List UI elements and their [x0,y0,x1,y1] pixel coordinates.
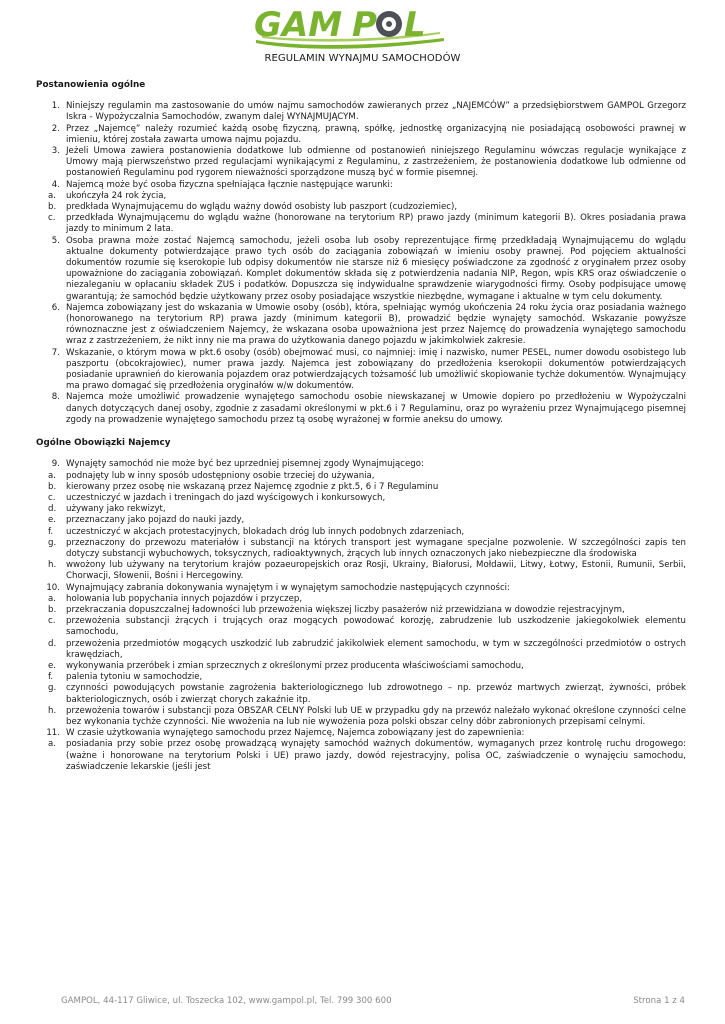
item-text: Jeżeli Umowa zawiera postanowienia dodatkowe lub odmienne od postanowień niniejszego Regulaminu wówczas regulacje wynikające z Umowy mają pierwszeństwo przed regulacjami wynikającymi z Regulaminu, z zastrzeżeniem, że postanowienia dodatkowe lub odmienne od postanowień Regulaminu pod rygorem nieważności sporządzone muszą być w formie pisemnej. [66,146,686,179]
item-text: Najemca może umożliwić prowadzenie wynajętego samochodu osobie niewskazanej w Umowie dopiero po przedłożeniu w Wypożyczalni danych dotyczących danej osoby, zgodnie z zasadami określonymi w pkt.6 i 7 Regulaminu, oraz po wyrażeniu przez Wynajmującego pisemnej zgody na prowadzenie wynajętego samochodu przez tą osobę wyrażonej w formie aneksu do umowy. [66,392,686,425]
sub-item-letter: c. [48,616,56,627]
sub-item-letter: e. [48,660,57,671]
section-heading-obligations: Ogólne Obowiązki Najemcy [36,438,171,449]
item-number: 7. [51,347,60,358]
regulation-content [36,80,686,773]
sub-list-item [0,661,686,672]
sub-list [48,593,686,728]
sub-item-letter: h. [48,560,57,571]
sub-item-text: posiadania przy sobie przez osobę prowadzącą wynajęty samochód ważnych dokumentów, wymaganych przez kontrolę ruchu drogowego: (ważne i honorowane na terytorium Polski i UE) prawo jazdy, dowód rejestracyjny, polisa OC, zaświadczenie o wynajęciu samochodu, zaświadczenie lekarskie (jeśli jest [66,739,686,772]
sub-list [48,190,686,236]
item-text: Wynajmujący zabrania dokonywania wynajętym i w wynajętym samochodzie następujących czynności: [66,582,510,593]
sub-item-text: kierowany przez osobę nie wskazaną przez Najemcę zgodnie z pkt.5, 6 i 7 Regulaminu [66,481,439,492]
sub-item-letter: c. [48,213,56,224]
sub-item-letter: a. [48,470,56,481]
sub-item-text: predkłada Wynajmującemu do wglądu ważny dowód osobisty lub paszport (cudzoziemiec), [66,202,458,213]
item-text: Niniejszy regulamin ma zastosowanie do umów najmu samochodów zawieranych przez „NAJEMCÓW” a przedsiębiorstwem GAMPOL Grzegorz Iskra - Wypożyczalnia Samochodów, zwanym dalej WYNAJMUJĄCYM. [66,101,686,123]
obligations-list [36,459,686,773]
list-item [36,180,686,236]
sub-item-text: przeznaczony do przewozu materiałów i substancji na których transport jest wymagane specjalne pozwolenie. W szczególności zapis ten dotyczy substancji wybuchowych, toksycznych, radioaktywnych, żrących lub innych oznaczonych jako niebezpieczne dla środowiska [66,537,686,559]
sub-list-item [0,191,686,202]
sub-list-item [0,560,686,582]
item-text: Osoba prawna może zostać Najemcą samochodu, jeżeli osoba lub osoby reprezentujące firmę przedkładają Wynajmującemu do wglądu aktualne dokumenty potwierdzające prawo tych osób do zaciągania zobowiązań w imieniu osoby prawnej. Pod pojęciem aktualności dokumentów rozumie się kserokopie lub odpisy dokumentów nie starsze niż 6 miesięcy poświadczone za zgodność z oryginałem przez osoby upoważnione do zaciągania zobowiązań. Komplet dokumentów składa się z potwierdzenia nadania NIP, Regon, wpis KRS oraz oświadczenie o niezaleganiu w opłacaniu składek ZUS i podatków. Dopuszcza się indywidualne sprawdzenie wiarygodności firmy. Osoby podpisujące umowę gwarantują; że samochód będzie użytkowany przez osoby posiadające wszystkie niezbędne, wymagane i aktualne w tym celu dokumenty. [66,235,686,302]
sub-list-item [0,706,686,728]
list-item [36,583,686,729]
item-number: 5. [51,235,60,246]
gampol-logo [252,6,448,52]
sub-item-letter: c. [48,492,56,503]
sub-item-letter: a. [48,593,56,604]
list-item [36,392,686,426]
item-number: 6. [51,302,60,313]
sub-list [48,470,686,583]
sub-item-letter: b. [48,202,57,213]
list-item [36,459,686,582]
sub-item-letter: a. [48,739,56,750]
sub-list-item [0,605,686,616]
sub-list-item [0,482,686,493]
sub-item-text: przewożenia towarów i substancji poza OBSZAR CELNY Polski lub UE w przypadku gdy na przewóz należało wykonać określone czynności celne bez wykonania tychże czynności. Nie wwożenia na lub nie wywożenia poza polski obszar celny dóbr zabronionych przepisami celnymi. [66,705,686,727]
sub-list-item [0,672,686,683]
item-number: 2. [51,123,60,134]
footer-contact: GAMPOL, 44-117 Gliwice, ul. Toszecka 102, www.gampol.pl, Tel. 799 300 600 [61,996,392,1006]
sub-item-text: przeznaczany jako pojazd do nauki jazdy, [66,515,245,526]
sub-item-text: przewożenia przedmiotów mogących uszkodzić lub zabrudzić jakikolwiek element samochodu, w tym w szczególności przedmiotów o ostrych krawędziach, [66,638,686,660]
sub-list-item [0,504,686,515]
sub-item-text: przedkłada Wynajmującemu do wglądu ważne (honorowane na terytorium RP) prawo jazdy (minimum kategorii B). Okres posiadania prawa jazdy to minimum 2 lata. [66,213,686,235]
sub-item-letter: g. [48,537,57,548]
list-item [36,236,686,303]
sub-item-letter: b. [48,604,57,615]
logo-text-gam: GAM [254,6,343,45]
sub-list-item [0,538,686,560]
sub-item-text: uczestniczyć w akcjach protestacyjnych, blokadach dróg lub innych podobnych zdarzeniach, [66,526,465,537]
item-text: Przez „Najemcę” należy rozumieć każdą osobę fizyczną, prawną, spółkę, jednostkę organizacyjną nie posiadającą osobowości prawnej w imieniu, której została zawarta umowa najmu pojazdu. [66,123,686,145]
list-item [36,728,686,773]
sub-list-item [0,594,686,605]
sub-list-item [0,527,686,538]
sub-item-text: czynności powodujących powstanie zagrożenia bakteriologicznego lub zdrowotnego – np. przewóz martwych zwierząt, żywności, próbek bakteriologicznych, osób i zwierząt chorych zakaźnie itp. [66,683,686,705]
sub-item-letter: d. [48,638,57,649]
sub-list [48,739,686,773]
list-item [36,101,686,123]
sub-list-item [0,616,686,638]
sub-item-text: wwożony lub używany na terytorium krajów pozaeuropejskich oraz Rosji, Ukrainy, Białorusi, Mołdawii, Litwy, Łotwy, Estonii, Rumunii, Serbii, Chorwacji, Słowenii, Bośni i Hercegowiny. [66,560,686,582]
section-heading-general: Postanowienia ogólne [36,80,146,90]
item-text: Wynajęty samochód nie może być bez uprzedniej pisemnej zgody Wynajmującego: [66,459,424,470]
svg-text:L: L [404,6,426,45]
item-number: 9. [51,459,60,470]
item-number: 11. [46,728,60,739]
document-title: REGULAMIN WYNAJMU SAMOCHODÓW [264,53,461,64]
sub-item-text: uczestniczyć w jazdach i treningach do jazd wyścigowych i konkursowych, [66,492,386,503]
item-text: Najemca zobowiązany jest do wskazania w Umowie osoby (osób), która, spełniając wymóg ukończenia 24 roku życia oraz posiadania ważnego (honorowanego na terytorium RP) prawa jazdy (minimum kategorii B), prowadzić będzie wynajęty samochód. Wskazanie powyższe równoznaczne jest z oświadczeniem Najemcy, że wskazana osoba upoważniona jest przez Najemcę do prowadzenia wynajętego samochodu wraz z zastrzeżeniem, że nikt inny nie ma prawa do użytkowania danego pojazdu w jakimkolwiek zakresie. [66,302,686,347]
sub-list-item [0,493,686,504]
list-item [36,124,686,146]
sub-item-text: holowania lub popychania innych pojazdów i przyczep, [66,593,303,604]
footer-page-number: Strona 1 z 4 [633,996,685,1006]
item-number: 4. [51,179,60,190]
sub-item-letter: g. [48,683,57,694]
sub-item-letter: f. [48,526,54,537]
item-number: 1. [51,101,60,112]
sub-item-text: używany jako rekwizyt, [66,504,166,515]
item-number: 8. [51,392,60,403]
list-item [36,146,686,180]
sub-list-item [0,202,686,213]
sub-item-text: podnajęty lub w inny sposób udostępniony osobie trzeciej do używania, [66,470,375,481]
list-item [36,303,686,348]
sub-item-letter: e. [48,515,57,526]
sub-list-item [0,639,686,661]
sub-list-item [0,213,686,235]
sub-item-text: wykonywania przeróbek i zmian sprzecznych z określonymi przez producenta właściwościami samochodu, [66,660,524,671]
sub-item-letter: d. [48,504,57,515]
sub-list-item [0,739,686,773]
item-text: Wskazanie, o którym mowa w pkt.6 osoby (osób) obejmować musi, co najmniej: imię i nazwisko, numer PESEL, numer dowodu osobistego lub paszportu (obcokrajowiec), numer prawa jazdy. Najemca jest zobowiązany do przedłożenia kserokopii dokumentów potwierdzających posiadanie uprawnień do kierowania pojazdem oraz potwierdzających tożsamość lub umożliwić skopiowanie tychże dokumentów. Wynajmujący ma prawo domagać się przedłożenia oryginałów w/w dokumentów. [66,347,686,392]
sub-list-item [0,471,686,482]
sub-item-letter: h. [48,705,57,716]
sub-item-text: przewożenia substancji żrących i trujących oraz mogących powodować korozję, zabrudzenie lub uszkodzenie jakiegokolwiek elementu samochodu, [66,616,686,638]
svg-text:P: P [352,6,377,45]
sub-list-item [0,683,686,705]
sub-item-text: przekraczania dopuszczalnej ładowności lub przewożenia większej liczby pasażerów niż przewidziana w dowodzie rejestracyjnym, [66,604,625,615]
item-text: Najemcą może być osoba fizyczna spełniająca łącznie następujące warunki: [66,179,393,190]
general-provisions-list [36,101,686,426]
list-item [36,348,686,393]
item-text: W czasie użytkowania wynajętego samochodu przez Najemcę, Najemca zobowiązany jest do zapewnienia: [66,728,525,739]
sub-item-letter: b. [48,481,57,492]
page-footer [0,996,725,1010]
sub-item-text: ukończyła 24 rok życia, [66,190,167,201]
sub-item-letter: f. [48,672,54,683]
item-number: 10. [46,582,60,593]
item-number: 3. [51,146,60,157]
sub-list-item [0,515,686,526]
sub-item-text: palenia tytoniu w samochodzie, [66,672,203,683]
sub-item-letter: a. [48,190,56,201]
